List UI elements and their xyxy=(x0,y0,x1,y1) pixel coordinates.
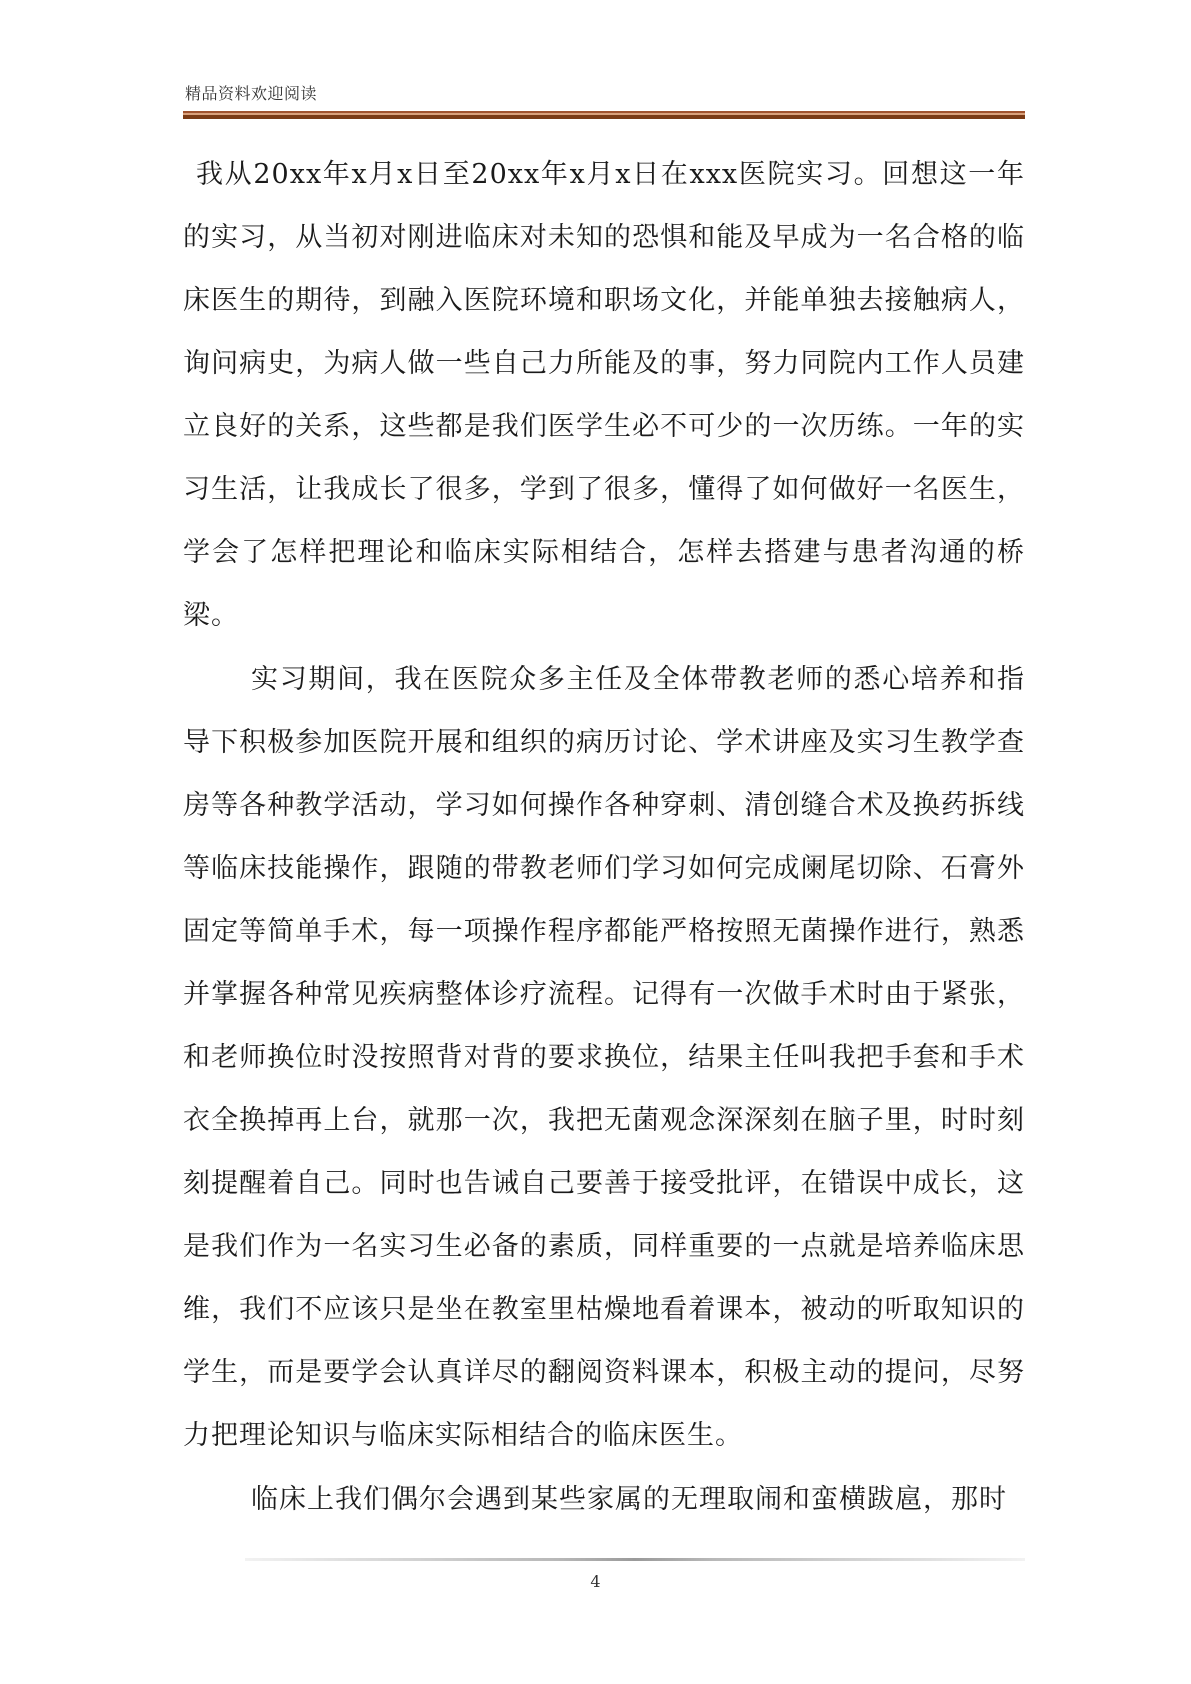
paragraph-3: 临床上我们偶尔会遇到某些家属的无理取闹和蛮横跋扈，那时 xyxy=(251,1484,1007,1515)
paragraph-1: 我从20xx年x月x日至20xx年x月x日在xxx医院实习。回想这一年的实习，从当初对刚进临床对未知的恐惧和能及早成为一名合格的临床医生的期待，到融入医院环境和职场文化，并能单独去接触病人，询问病史，为病人做一些自己力所能及的事，努力同院内工作人员建立良好的关系，这些都是我们医学生必不可少的一次历练。一年的实习生活，让我成长了很多，学到了很多，懂得了如何做好一名医生，学会了怎样把理论和临床实际相结合，怎样去搭建与患者沟通的桥梁。 xyxy=(183,159,1025,631)
footer-rule xyxy=(245,1558,1025,1561)
page-number: 4 xyxy=(590,1572,601,1591)
paragraph-2: 实习期间，我在医院众多主任及全体带教老师的悉心培养和指导下积极参加医院开展和组织的病历讨论、学术讲座及实习生教学查房等各种教学活动，学习如何操作各种穿刺、清创缝合术及换药拆线等临床技能操作，跟随的带教老师们学习如何完成阑尾切除、石膏外固定等简单手术，每一项操作程序都能严格按照无菌操作进行，熟悉并掌握各种常见疾病整体诊疗流程。记得有一次做手术时由于紧张，和老师换位时没按照背对背的要求换位，结果主任叫我把手套和手术衣全换掉再上台，就那一次，我把无菌观念深深刻在脑子里，时时刻刻提醒着自己。同时也告诫自己要善于接受批评，在错误中成长，这是我们作为一名实习生必备的素质，同样重要的一点就是培养临床思维，我们不应该只是坐在教室里枯燥地看着课本，被动的听取知识的学生，而是要学会认真详尽的翻阅资料课本，积极主动的提问，尽努力把理论知识与临床实际相结合的临床医生。 xyxy=(183,664,1025,1451)
page-header xyxy=(183,84,1025,104)
header-text: 精品资料欢迎阅读 xyxy=(185,84,318,103)
document-body xyxy=(183,143,1025,1531)
header-rule-thick xyxy=(183,115,1025,119)
